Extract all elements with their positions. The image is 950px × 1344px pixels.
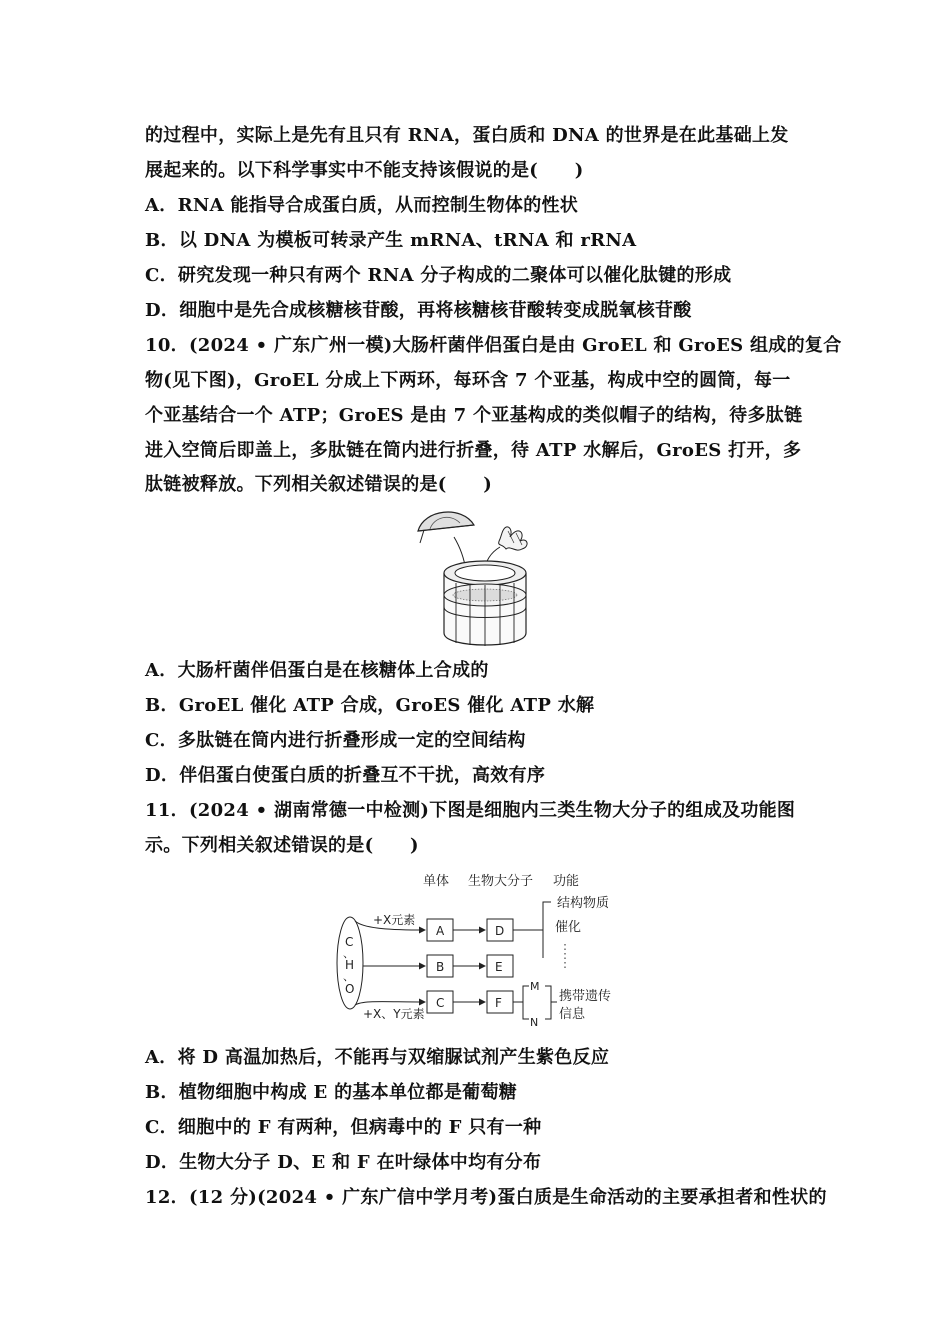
q9-text-line-1: 的过程中，实际上是先有且只有 RNA，蛋白质和 DNA 的世界是在此基础上发 (145, 125, 789, 146)
macro-f: F (495, 996, 502, 1010)
element-o: O (345, 982, 355, 996)
header-macromolecule: 生物大分子 (468, 874, 534, 889)
q9-option-c: C．研究发现一种只有两个 RNA 分子构成的二聚体可以催化肽键的形成 (145, 265, 732, 286)
q12-text-line-1: 12．(12 分)(2024 • 广东广信中学月考)蛋白质是生命活动的主要承担者和性状的 (145, 1187, 827, 1208)
header-function: 功能 (553, 874, 580, 889)
q11-text-line-2: 示。下列相关叙述错误的是( ) (145, 835, 419, 856)
q10-text-line-4: 进入空筒后即盖上，多肽链在筒内进行折叠，待 ATP 水解后，GroES 打开，多 (145, 440, 802, 461)
function-catalysis: 催化 (555, 920, 582, 935)
function-genetic-1: 携带遗传 (559, 989, 612, 1004)
q10-option-a: A．大肠杆菌伴侣蛋白是在核糖体上合成的 (145, 660, 489, 681)
macromolecule-diagram (325, 866, 635, 1036)
groel-barrel (444, 561, 526, 646)
polypeptide-chain (499, 527, 527, 550)
q11-option-d: D．生物大分子 D、E 和 F 在叶绿体中均有分布 (145, 1152, 542, 1173)
function-structure: 结构物质 (557, 896, 610, 911)
macro-d: D (495, 924, 505, 938)
branch-n: N (530, 1016, 539, 1029)
q10-option-d: D．伴侣蛋白使蛋白质的折叠互不干扰，高效有序 (145, 765, 546, 786)
monomer-a: A (436, 924, 445, 938)
arrow-label-xy: +X、Y元素 (363, 1007, 425, 1021)
q11-option-b: B．植物细胞中构成 E 的基本单位都是葡萄糖 (145, 1082, 518, 1103)
monomer-c: C (436, 996, 445, 1010)
q9-option-d: D．细胞中是先合成核糖核苷酸，再将核糖核苷酸转变成脱氧核苷酸 (145, 300, 692, 321)
element-h: H (345, 958, 355, 972)
function-genetic-2: 信息 (559, 1007, 586, 1022)
q11-option-c: C．细胞中的 F 有两种，但病毒中的 F 只有一种 (145, 1117, 542, 1138)
q10-text-line-5: 肽链被释放。下列相关叙述错误的是( ) (145, 474, 493, 495)
q9-option-b: B．以 DNA 为模板可转录产生 mRNA、tRNA 和 rRNA (145, 230, 637, 251)
q11-option-a: A．将 D 高温加热后，不能再与双缩脲试剂产生紫色反应 (145, 1047, 610, 1068)
q10-option-b: B．GroEL 催化 ATP 合成，GroES 催化 ATP 水解 (145, 695, 595, 716)
q10-text-line-2: 物(见下图)，GroEL 分成上下两环，每环含 7 个亚基，构成中空的圆筒，每一 (145, 370, 791, 391)
q11-text-line-1: 11．(2024 • 湖南常德一中检测)下图是细胞内三类生物大分子的组成及功能图 (145, 800, 796, 821)
element-c: C (345, 935, 354, 949)
element-sep-2: 、 (343, 970, 354, 983)
q9-option-a: A．RNA 能指导合成蛋白质，从而控制生物体的性状 (145, 195, 579, 216)
branch-m: M (530, 980, 540, 993)
arrow-label-x: +X元素 (373, 913, 416, 927)
q10-text-line-1: 10．(2024 • 广东广州一模)大肠杆菌伴侣蛋白是由 GroEL 和 GroES 组成的复合 (145, 335, 842, 356)
groes-cap (418, 512, 474, 543)
q10-text-line-3: 个亚基结合一个 ATP；GroES 是由 7 个亚基构成的类似帽子的结构，待多肽链 (145, 405, 803, 426)
chaperonin-illustration (410, 503, 540, 647)
header-monomer: 单体 (423, 874, 450, 889)
element-sep-1: 、 (343, 947, 354, 960)
macro-e: E (495, 960, 503, 974)
q9-text-line-2: 展起来的。以下科学事实中不能支持该假说的是( ) (145, 160, 584, 181)
monomer-b: B (436, 960, 445, 974)
q10-option-c: C．多肽链在筒内进行折叠形成一定的空间结构 (145, 730, 526, 751)
